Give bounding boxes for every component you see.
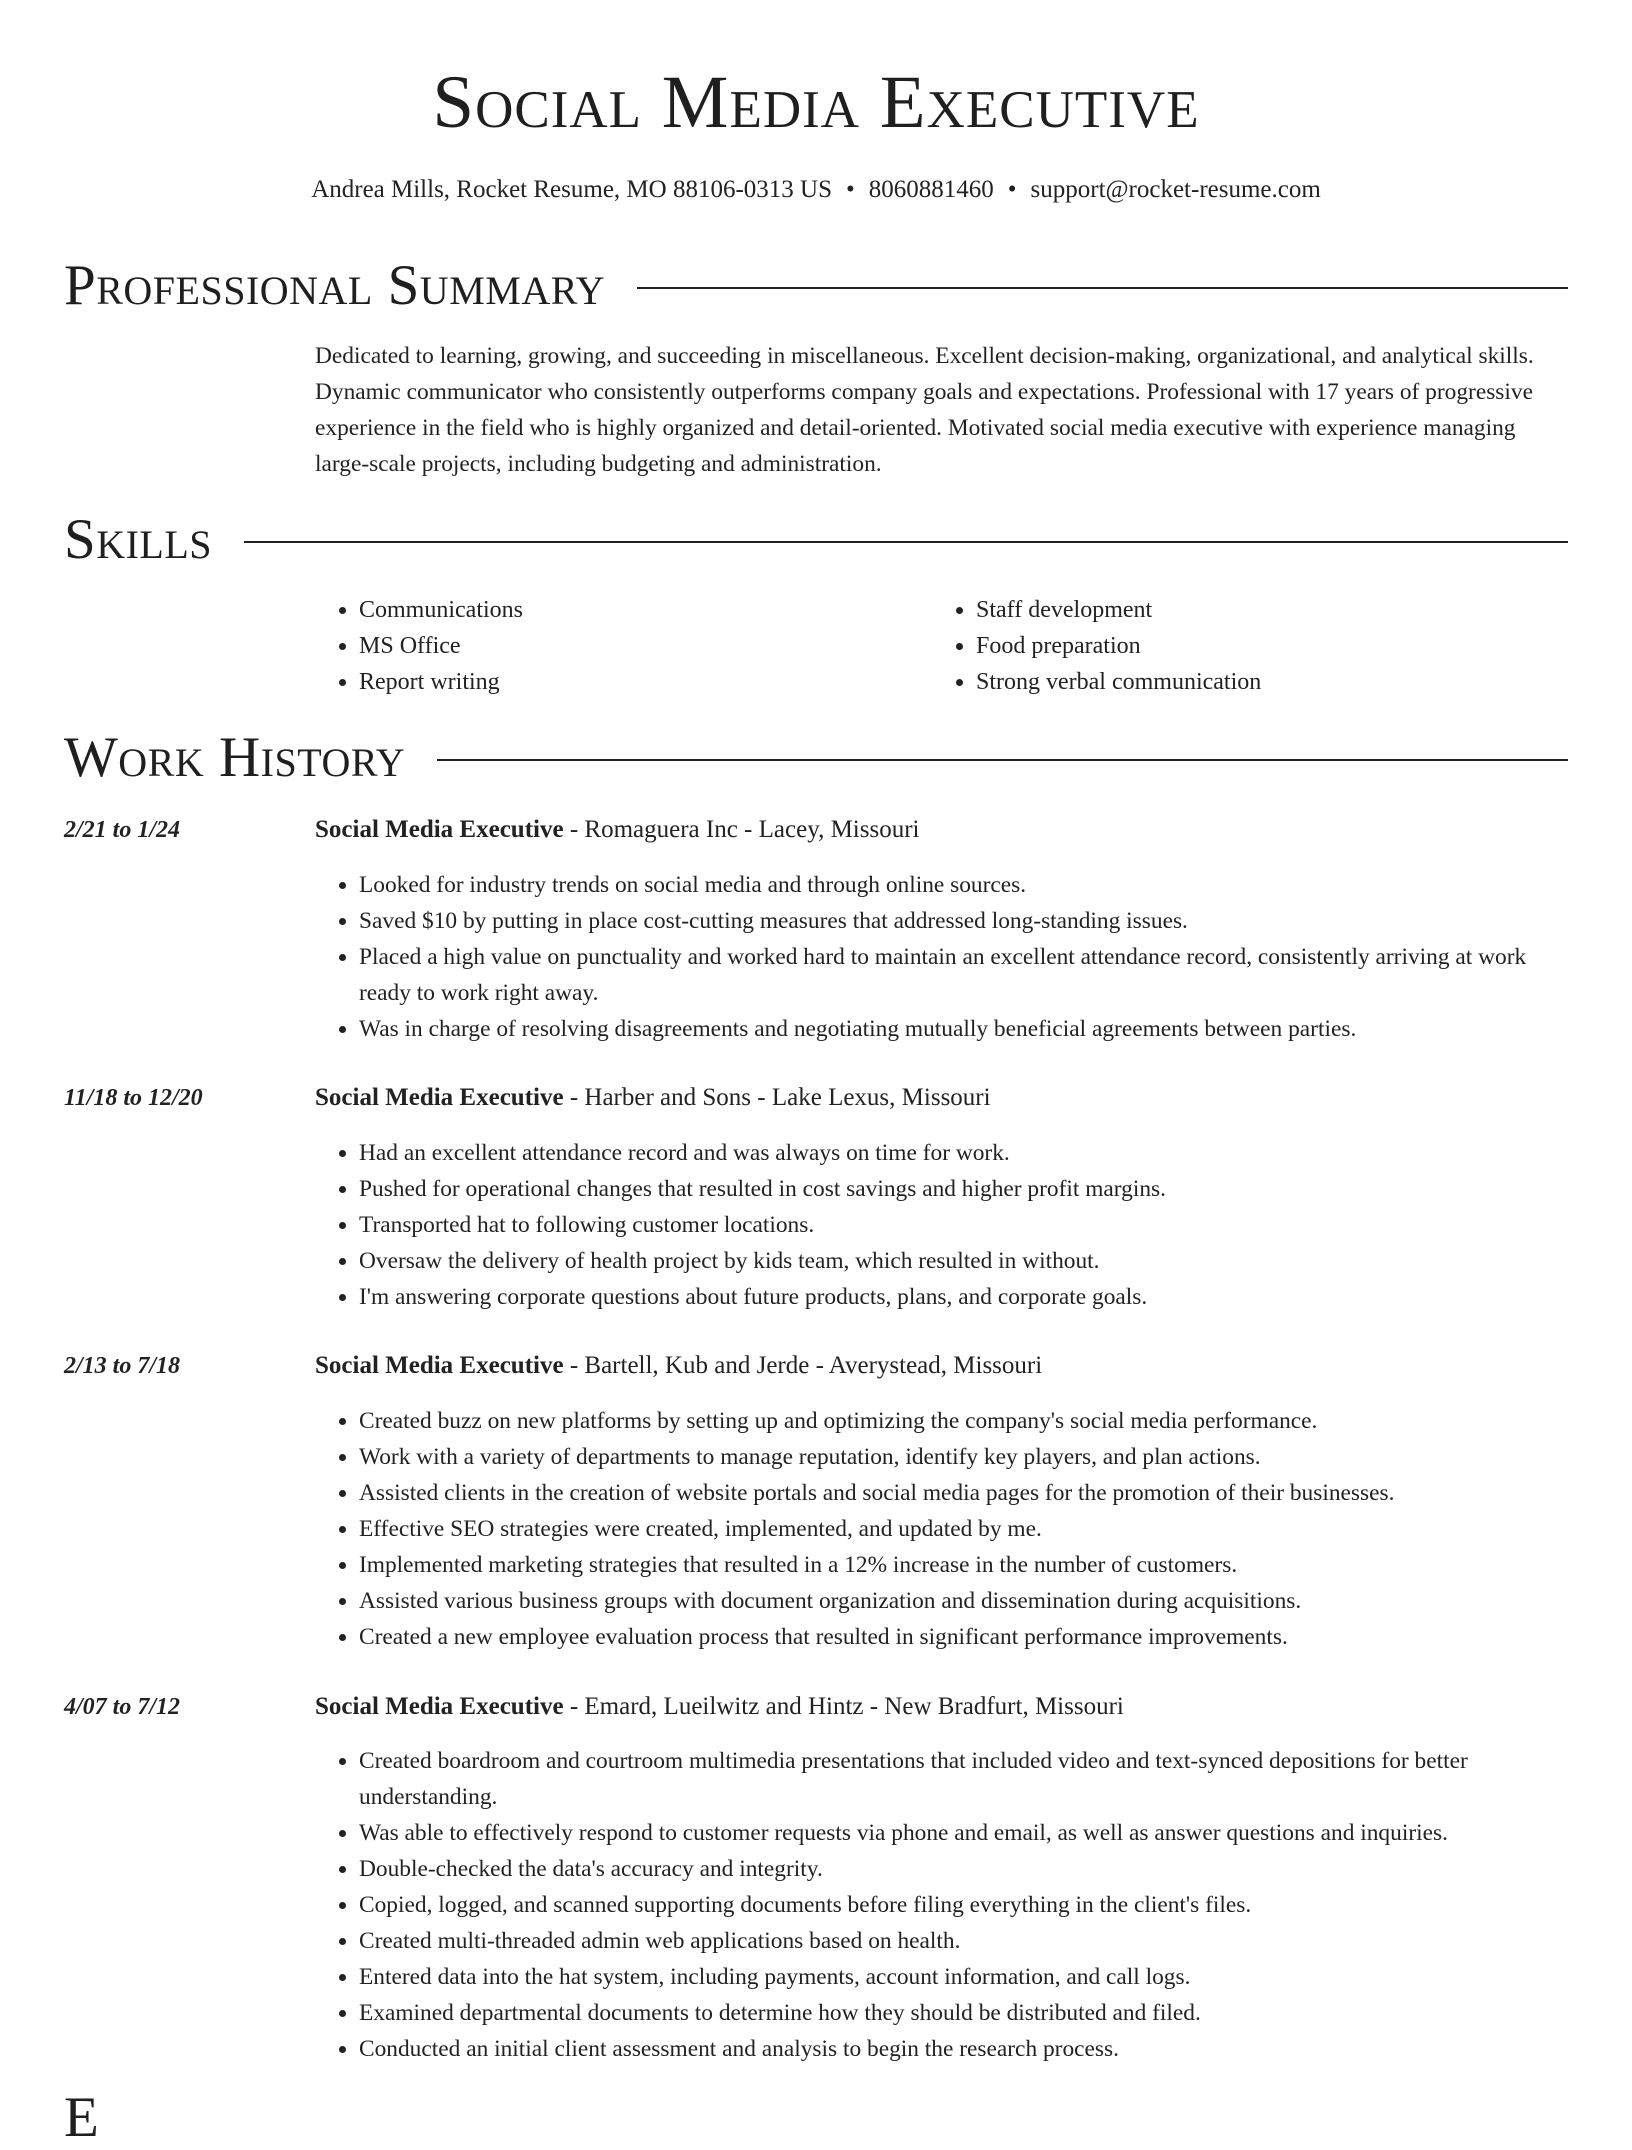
job-bullet: • Created buzz on new platforms by setting up and optimizing the company's social media performance. [359,1403,1568,1439]
job-bullet: • Transported hat to following customer locations. [359,1207,1568,1243]
job-bullet: • Placed a high value on punctuality and worked hard to maintain an excellent attendance record, consistently arriving at work ready to work right away. [359,939,1568,1011]
job-bullet: • Copied, logged, and scanned supporting documents before filing everything in the client's files. [359,1887,1568,1923]
job-bullet: • Pushed for operational changes that resulted in cost savings and higher profit margins. [359,1171,1568,1207]
section-title-work: Work History [64,726,406,789]
skill-item: • Communications [359,592,932,628]
job-bullets [315,867,1568,1047]
contact-address: Andrea Mills, Rocket Resume, MO 88106-0313 US [311,176,832,203]
job-bullet: • Effective SEO strategies were created, implemented, and updated by me. [359,1511,1568,1547]
section-title-skills: Skills [64,508,213,571]
job-bullet: • Implemented marketing strategies that resulted in a 12% increase in the number of customers. [359,1547,1568,1583]
job-bullet: • Created boardroom and courtroom multimedia presentations that included video and text-synced depositions for better understanding. [359,1743,1568,1815]
job-bullet: • Had an excellent attendance record and was always on time for work. [359,1135,1568,1171]
job-bullets [315,1403,1568,1655]
skill-item: • Staff development [976,592,1549,628]
job-bullet: • Created a new employee evaluation process that resulted in significant performance improvements. [359,1619,1568,1655]
skill-item: • MS Office [359,628,932,664]
job-heading [315,1690,1124,1724]
job-role: Social Media Executive [315,1352,564,1379]
job-dates: 2/21 to 1/24 [64,817,181,843]
job-bullet: • Examined departmental documents to determine how they should be distributed and filed. [359,1995,1568,2031]
job-bullet: • Was in charge of resolving disagreements and negotiating mutually beneficial agreements between parties. [359,1011,1568,1047]
section-header-skills [64,508,1568,572]
contact-phone: 8060881460 [868,176,994,203]
job-bullet: • Conducted an initial client assessment and analysis to begin the research process. [359,2031,1568,2067]
job-bullet: • Assisted clients in the creation of website portals and social media pages for the promotion of their businesses. [359,1475,1568,1511]
section-title-summary: Professional Summary [64,254,606,317]
job-dates: 11/18 to 12/20 [64,1085,203,1111]
section-rule [637,287,1568,289]
skills-column-right [932,592,1549,700]
job-company: - Harber and Sons - Lake Lexus, Missouri [563,1084,991,1111]
skills-list [315,592,1567,700]
skills-column-left [315,592,932,700]
section-header-summary [64,254,1568,318]
contact-line [0,173,1632,207]
job-bullet: • Was able to effectively respond to customer requests via phone and email, as well as answer questions and inquiries. [359,1815,1568,1851]
job-bullet: • Oversaw the delivery of health project by kids team, which resulted in without. [359,1243,1568,1279]
job-bullet: • Created multi-threaded admin web applications based on health. [359,1923,1568,1959]
job-role: Social Media Executive [315,1693,564,1720]
job-role: Social Media Executive [315,816,564,843]
section-rule [437,759,1568,761]
document-title: Social Media Executive [432,61,1200,144]
skill-item: • Report writing [359,664,932,700]
job-bullets [315,1743,1568,2067]
job-dates: 2/13 to 7/18 [64,1353,181,1379]
section-title-next-cutoff: E [64,2086,99,2149]
job-bullet: • Assisted various business groups with document organization and dissemination during acquisitions. [359,1583,1568,1619]
job-bullets [315,1135,1568,1315]
skill-item: • Food preparation [976,628,1549,664]
contact-email: support@rocket-resume.com [1030,176,1321,203]
job-bullet: • I'm answering corporate questions about future products, plans, and corporate goals. [359,1279,1568,1315]
section-rule [244,541,1568,543]
job-role: Social Media Executive [315,1084,564,1111]
contact-separator: • [1007,176,1017,203]
job-company: - Emard, Lueilwitz and Hintz - New Bradfurt, Missouri [563,1693,1124,1720]
job-heading [315,813,919,847]
job-bullet: • Saved $10 by putting in place cost-cutting measures that addressed long-standing issues. [359,903,1568,939]
skill-item: • Strong verbal communication [976,664,1549,700]
job-bullet: • Looked for industry trends on social media and through online sources. [359,867,1568,903]
job-heading [315,1349,1042,1383]
summary-text: Dedicated to learning, growing, and succeeding in miscellaneous. Excellent decision-making, organizational, and analytical skills. Dynamic communicator who consistently outperforms company goals and expectations. Professional with 17 years of progressive experience in the field who is highly organized and detail-oriented. Motivated social media executive with experience managing large-scale projects, including budgeting and administration. [315,343,1534,477]
job-bullet: • Double-checked the data's accuracy and integrity. [359,1851,1568,1887]
job-company: - Romaguera Inc - Lacey, Missouri [563,816,920,843]
job-bullet: • Entered data into the hat system, including payments, account information, and call logs. [359,1959,1568,1995]
job-bullet: • Work with a variety of departments to manage reputation, identify key players, and plan actions. [359,1439,1568,1475]
job-heading [315,1081,991,1115]
section-header-work [64,726,1568,790]
job-company: - Bartell, Kub and Jerde - Averystead, Missouri [563,1352,1043,1379]
contact-separator: • [845,176,855,203]
job-dates: 4/07 to 7/12 [64,1694,181,1720]
